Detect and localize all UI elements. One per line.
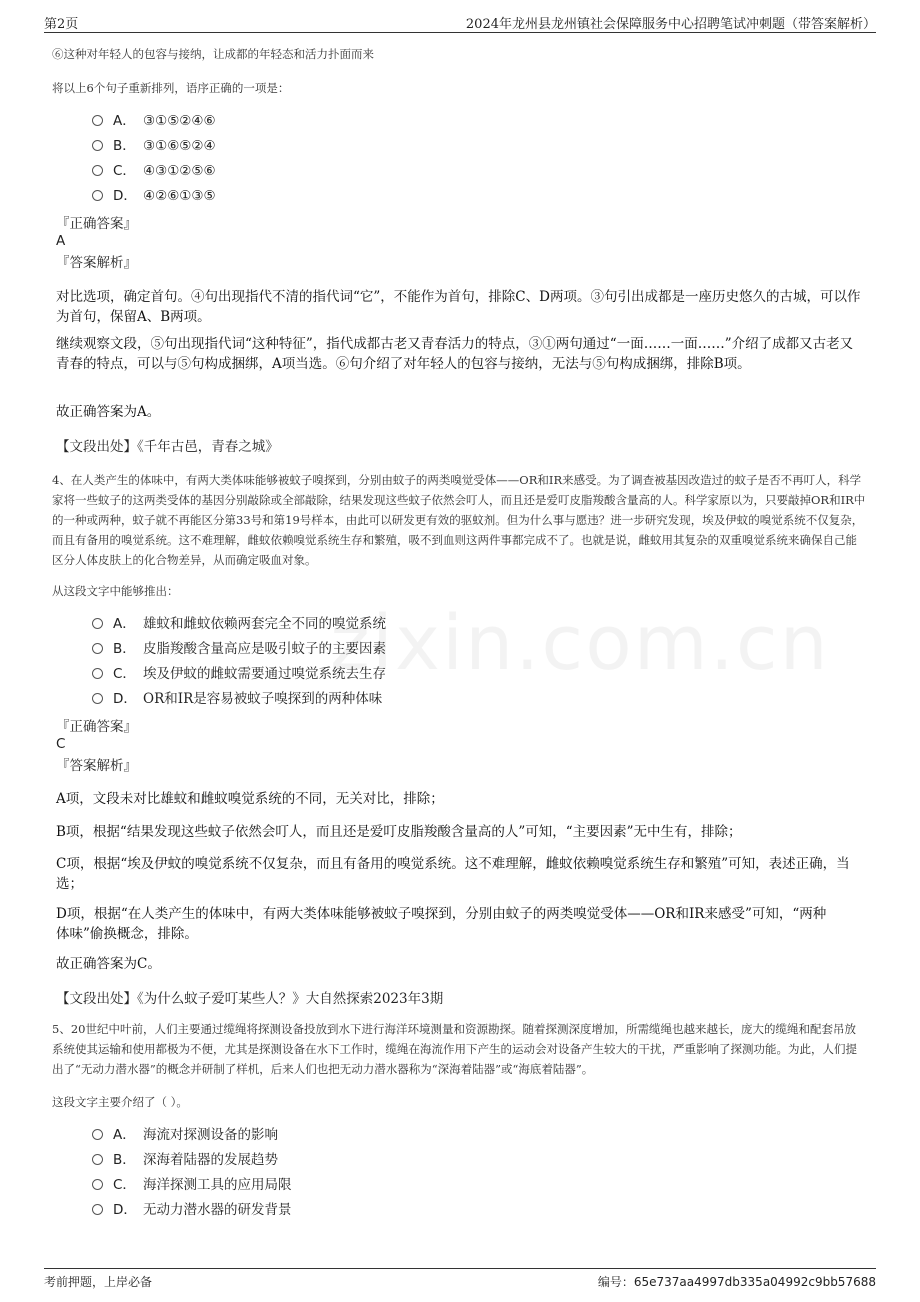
q3-option-d[interactable]: D． ④②⑥①③⑤ [92,185,216,207]
q3-answer-tag: 『正确答案』 [56,216,137,232]
page-footer [44,1268,876,1289]
q5-option-b[interactable]: B． 深海着陆器的发展趋势 [92,1149,278,1171]
document-title: 2024年龙州县龙州镇社会保障服务中心招聘笔试冲刺题（带答案解析） [465,17,876,32]
q5-option-c[interactable]: C． 海洋探测工具的应用局限 [92,1174,292,1196]
q4-analysis-tag: 『答案解析』 [56,758,137,774]
q4-analysis-a: A项，文段未对比雄蚊和雌蚊嗅觉系统的不同，无关对比，排除； [56,791,444,807]
q3-analysis-conclusion: 故正确答案为A。 [56,404,161,420]
page-header [44,12,876,33]
radio-icon[interactable] [92,115,103,126]
footer-slogan: 考前押题，上岸必备 [44,1275,153,1289]
q5-option-a[interactable]: A． 海流对探测设备的影响 [92,1124,278,1146]
radio-icon[interactable] [92,165,103,176]
q5-option-d[interactable]: D． 无动力潜水器的研发背景 [92,1199,292,1221]
q3-answer: A [56,233,66,249]
watermark [330,598,830,687]
q3-source: 【文段出处】《千年古邑，青春之城》 [56,439,279,455]
q3-analysis-tag: 『答案解析』 [56,255,137,271]
document-id: 编号：65e737aa4997db335a04992c9bb57688 [597,1275,876,1289]
q4-prompt: 从这段文字中能够推出： [52,584,179,598]
q4-analysis-b: B项，根据“结果发现这些蚊子依然会叮人，而且还是爱叮皮脂羧酸含量高的人”可知，“主要因素”无中生有，排除； [56,824,742,840]
radio-icon[interactable] [92,190,103,201]
q5-stem: 5、20世纪中叶前，人们主要通过缆绳将探测设备投放到水下进行海洋环境测量和资源勘探。随着探测深度增加，所需缆绳也越来越长，庞大的缆绳和配套吊放系统使其运输和使用都极为不便，尤其是探测设备在水下工作时，缆绳在海流作用下产生的运动会对设备产生较大的干扰，严重影响了探测功能。为此，人们提出了“无动力潜水器”的概念并研制了样机，后来人们也把无动力潜水器称为“深海着陆器”或“海底着陆器”。 [52,1022,857,1076]
radio-icon[interactable] [92,1204,103,1215]
radio-icon[interactable] [92,1154,103,1165]
q4-option-c[interactable]: C． 埃及伊蚊的雌蚊需要通过嗅觉系统去生存 [92,663,386,685]
q3-option-c[interactable]: C． ④③①②⑤⑥ [92,160,216,182]
q5-prompt: 这段文字主要介绍了（ ）。 [52,1095,188,1109]
page-number: 第2页 [44,17,79,32]
q4-answer-tag: 『正确答案』 [56,719,137,735]
radio-icon[interactable] [92,668,103,679]
q3-analysis-p2: 继续观察文段，⑤句出现指代词“这种特征”，指代成都古老又青春活力的特点，③①两句通过“一面……一面……”介绍了成都又古老又青春的特点，可以与⑤句构成捆绑，A项当选。⑥句介绍了对年轻人的包容与接纳，无法与⑤句构成捆绑，排除B项。 [56,336,854,372]
q4-option-a[interactable]: A． 雄蚊和雌蚊依赖两套完全不同的嗅觉系统 [92,613,386,635]
radio-icon[interactable] [92,1179,103,1190]
q4-option-d[interactable]: D． OR和IR是容易被蚊子嗅探到的两种体味 [92,688,382,710]
q4-stem: 4、在人类产生的体味中，有两大类体味能够被蚊子嗅探到，分别由蚊子的两类嗅觉受体——OR和IR来感受。为了调查被基因改造过的蚊子是否不再叮人，科学家将一些蚊子的这两类受体的基因分别敲除或全部敲除，结果发现这些蚊子依然会叮人，而且还是爱叮皮脂羧酸含量高的人。科学家原以为，只要敲掉OR和IR中的一种或两种，蚊子就不再能区分第33号和第19号样本，由此可以研发更有效的驱蚊剂。但为什么事与愿违？进一步研究发现，埃及伊蚊的嗅觉系统不仅复杂，而且有备用的嗅觉系统。这不难理解，雌蚊依赖嗅觉系统生存和繁殖，吸不到血则这两件事都完成不了。也就是说，雌蚊用其复杂的双重嗅觉系统来确保自己能区分人体皮肤上的化合物差异，从而确定吸血对象。 [52,473,866,567]
radio-icon[interactable] [92,1129,103,1140]
q4-answer: C [56,736,66,752]
q3-prompt: 将以上6个句子重新排列，语序正确的一项是： [52,81,290,95]
q4-source: 【文段出处】《为什么蚊子爱叮某些人？》大自然探索2023年3期 [56,991,444,1007]
q4-analysis-c: C项，根据“埃及伊蚊的嗅觉系统不仅复杂，而且有备用的嗅觉系统。这不难理解，雌蚊依赖嗅觉系统生存和繁殖”可知，表述正确，当选； [56,856,850,892]
q3-last-sentence: ⑥这种对年轻人的包容与接纳，让成都的年轻态和活力扑面而来 [52,47,374,61]
q3-option-b[interactable]: B． ③①⑥⑤②④ [92,135,216,157]
q3-analysis-p1: 对比选项，确定首句。④句出现指代不清的指代词“它”，不能作为首句，排除C、D两项。③句引出成都是一座历史悠久的古城，可以作为首句，保留A、B两项。 [56,289,861,325]
q4-analysis-d: D项，根据“在人类产生的体味中，有两大类体味能够被蚊子嗅探到，分别由蚊子的两类嗅觉受体——OR和IR来感受”可知，“两种体味”偷换概念，排除。 [56,906,827,942]
radio-icon[interactable] [92,618,103,629]
q3-option-a[interactable]: A． ③①⑤②④⑥ [92,110,216,132]
radio-icon[interactable] [92,643,103,654]
radio-icon[interactable] [92,693,103,704]
q4-option-b[interactable]: B． 皮脂羧酸含量高应是吸引蚊子的主要因素 [92,638,386,660]
q4-analysis-conclusion: 故正确答案为C。 [56,956,161,972]
radio-icon[interactable] [92,140,103,151]
